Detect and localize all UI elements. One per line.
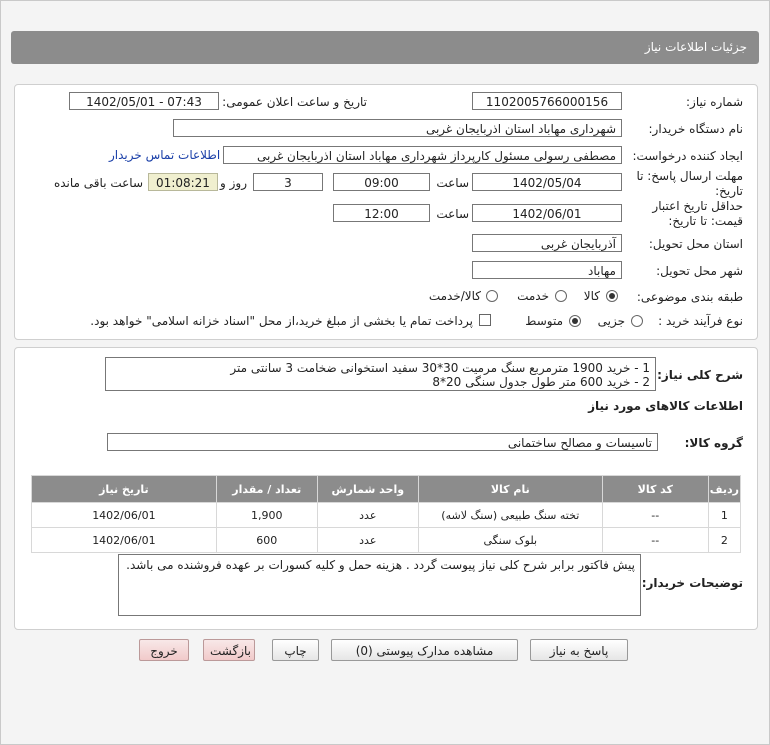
buyer-notes-box: پیش فاکتور برابر شرح کلی نیاز پیوست گردد . هزینه حمل و کلیه کسورات بر عهده فروشنده می باشد.: [118, 554, 641, 616]
goods-section-title: اطلاعات کالاهای مورد نیاز: [588, 399, 743, 413]
item-name: بلوک سنگی: [418, 528, 602, 553]
process-minor-label: جزیی: [597, 314, 625, 328]
validity-time-field[interactable]: 12:00: [333, 204, 430, 222]
table-header-row: [32, 476, 741, 503]
contact-buyer-link[interactable]: اطلاعات تماس خریدار: [109, 148, 221, 162]
process-medium-label: متوسط: [525, 314, 563, 328]
item-code: --: [602, 503, 708, 528]
item-quantity: 1,900: [216, 503, 317, 528]
city-field[interactable]: مهاباد: [472, 261, 622, 279]
deadline-time-field[interactable]: 09:00: [333, 173, 430, 191]
buyer-org-label: نام دستگاه خریدار:: [648, 122, 743, 136]
item-unit: عدد: [317, 503, 418, 528]
table-row[interactable]: [32, 528, 741, 553]
item-unit: عدد: [317, 528, 418, 553]
announce-field[interactable]: 1402/05/01 - 07:43: [69, 92, 219, 110]
page-title: جزئیات اطلاعات نیاز: [644, 40, 747, 54]
row-index: 1: [708, 503, 740, 528]
process-medium-radio[interactable]: [569, 315, 581, 327]
item-code: --: [602, 528, 708, 553]
category-label: طبقه بندی موضوعی:: [636, 290, 743, 304]
print-button[interactable]: چاپ: [272, 639, 319, 661]
summary-box: [105, 357, 656, 391]
item-name: تخته سنگ طبیعی (سنگ لاشه): [418, 503, 602, 528]
reply-button[interactable]: پاسخ به نیاز: [530, 639, 628, 661]
goods-group-field[interactable]: تاسیسات و مصالح ساختمانی: [107, 433, 658, 451]
days-field[interactable]: 3: [253, 173, 323, 191]
column-header: ردیف: [708, 476, 740, 503]
deadline-date-field[interactable]: 1402/05/04: [472, 173, 622, 191]
summary-line: 2 - خرید 600 متر طول جدول سنگی 20*8: [432, 375, 650, 389]
category-goods-label: کالا: [583, 289, 600, 303]
item-need-date: 1402/06/01: [32, 503, 217, 528]
requester-field[interactable]: مصطفی رسولی مسئول کارپرداز شهرداری مهاباد استان اذربایجان غربی: [223, 146, 622, 164]
validity-time-label: ساعت: [436, 207, 469, 221]
category-goods-radio[interactable]: [606, 290, 618, 302]
process-minor-radio[interactable]: [631, 315, 643, 327]
header-bar: [11, 31, 759, 64]
column-header: تعداد / مقدار: [216, 476, 317, 503]
column-header: کد کالا: [602, 476, 708, 503]
goods-group-label: گروه کالا:: [684, 436, 743, 450]
column-header: تاریخ نیاز: [32, 476, 217, 503]
days-label: روز و: [220, 176, 247, 190]
deadline-time-label: ساعت: [436, 176, 469, 190]
treasury-checkbox[interactable]: [479, 314, 491, 326]
category-service-radio[interactable]: [555, 290, 567, 302]
category-goods-service-label: کالا/خدمت: [428, 289, 481, 303]
need-number-label: شماره نیاز:: [686, 95, 743, 109]
category-goods-service-radio[interactable]: [486, 290, 498, 302]
item-need-date: 1402/06/01: [32, 528, 217, 553]
view-attachments-button[interactable]: مشاهده مدارک پیوستی (0): [331, 639, 518, 661]
category-service-label: خدمت: [517, 289, 549, 303]
summary-line: 1 - خرید 1900 مترمربع سنگ مرمیت 30*30 سفید استخوانی ضخامت 3 سانتی متر: [230, 361, 650, 375]
column-header: نام کالا: [418, 476, 602, 503]
remaining-label: ساعت باقی مانده: [53, 176, 143, 190]
summary-label: شرح کلی نیاز:: [657, 368, 743, 382]
process-label: نوع فرآیند خرید :: [658, 314, 743, 328]
province-field[interactable]: آذربایجان غربی: [472, 234, 622, 252]
column-header: واحد شمارش: [317, 476, 418, 503]
table-row[interactable]: [32, 503, 741, 528]
validity-label: حداقل تاریخ اعتبار قیمت: تا تاریخ:: [652, 199, 743, 228]
province-label: استان محل تحویل:: [648, 237, 743, 251]
back-button[interactable]: بازگشت: [203, 639, 255, 661]
requester-label: ایجاد کننده درخواست:: [632, 149, 743, 163]
need-number-field[interactable]: 1102005766000156: [472, 92, 622, 110]
validity-date-field[interactable]: 1402/06/01: [472, 204, 622, 222]
goods-table: [31, 475, 741, 553]
deadline-label: مهلت ارسال پاسخ: تا تاریخ:: [636, 169, 743, 198]
exit-button[interactable]: خروج: [139, 639, 189, 661]
remaining-time-field: 01:08:21: [148, 173, 218, 191]
buyer-notes-label: توضیحات خریدار:: [641, 576, 743, 590]
item-quantity: 600: [216, 528, 317, 553]
buyer-org-field[interactable]: شهرداری مهاباد استان اذربایجان غربی: [173, 119, 622, 137]
announce-label: تاریخ و ساعت اعلان عمومی:: [222, 95, 367, 109]
row-index: 2: [708, 528, 740, 553]
treasury-text: پرداخت تمام یا بخشی از مبلغ خرید،از محل "اسناد خزانه اسلامی" خواهد بود.: [90, 314, 473, 328]
city-label: شهر محل تحویل:: [656, 264, 743, 278]
